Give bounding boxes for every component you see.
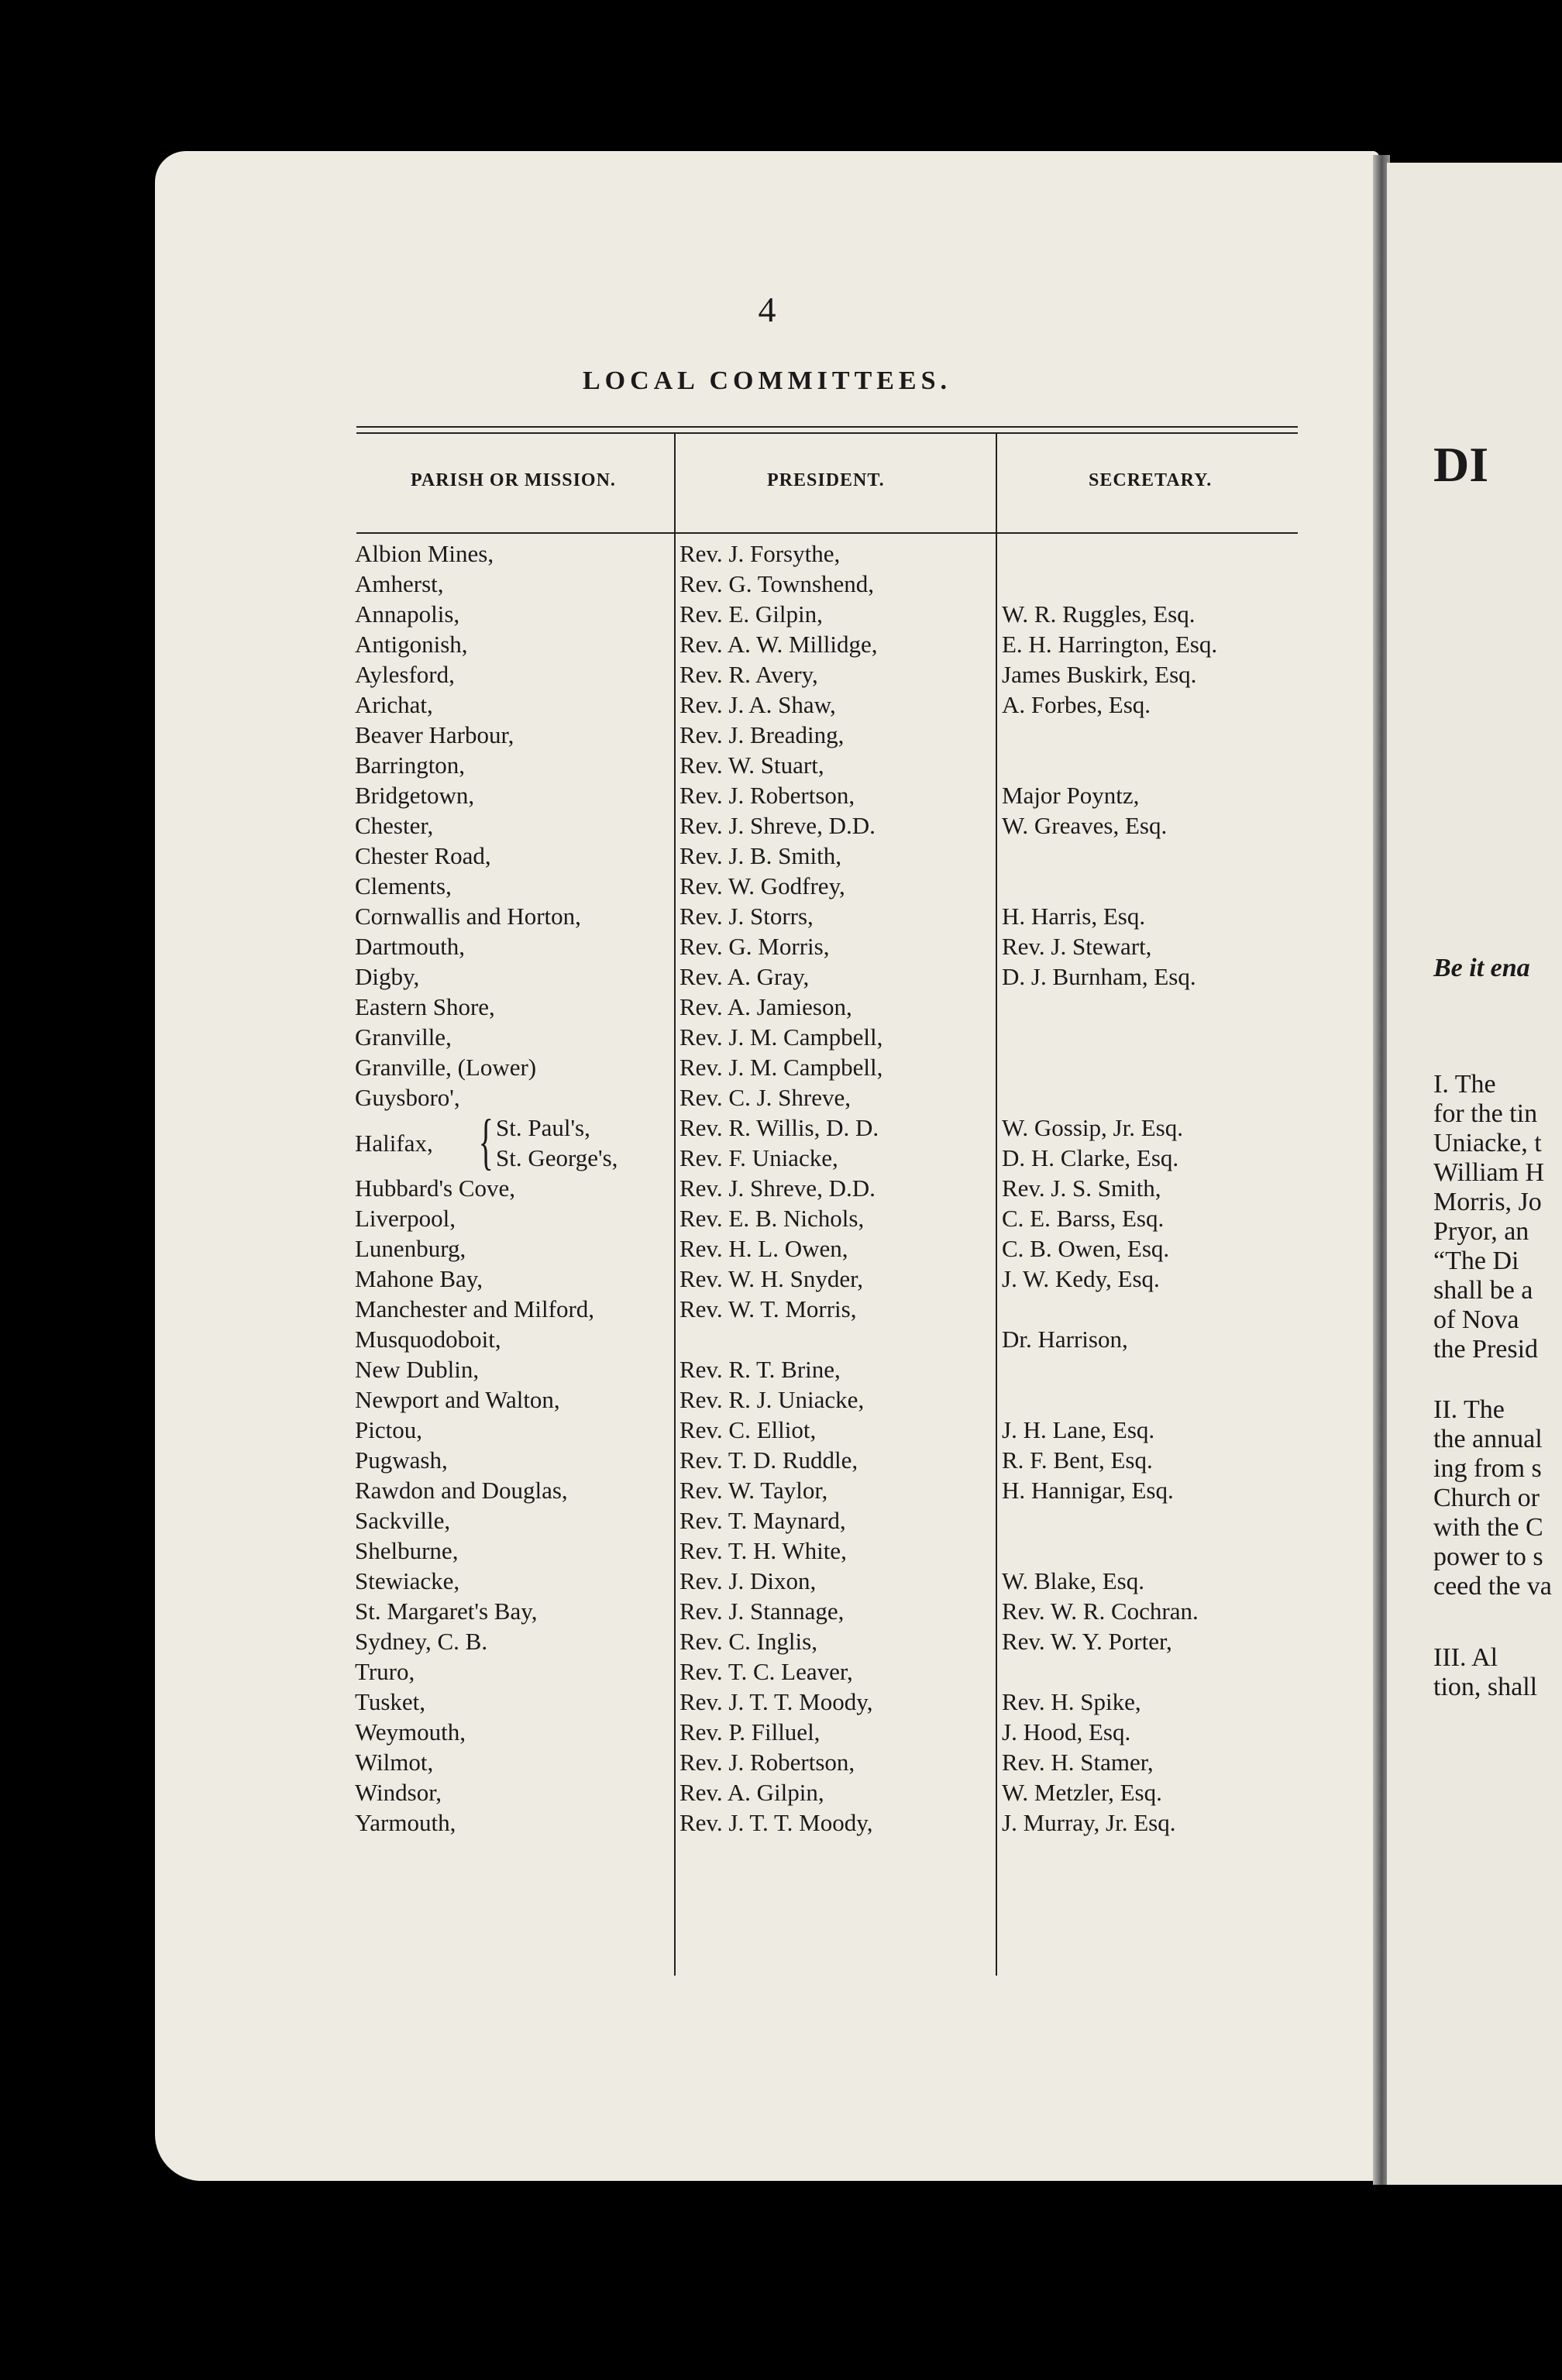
president-cell: Rev. A. Gilpin, (680, 1779, 824, 1806)
president-cell: Rev. W. Stuart, (680, 751, 824, 779)
secretary-cell: Rev. W. R. Cochran. (1002, 1598, 1199, 1625)
president-cell: Rev. T. D. Ruddle, (680, 1446, 858, 1474)
president-cell: Rev. F. Uniacke, (680, 1144, 838, 1171)
president-cell: Rev. R. T. Brine, (680, 1356, 841, 1383)
halifax-brace: { (478, 1108, 494, 1176)
table-row (155, 1052, 1379, 1082)
president-cell: Rev. J. T. T. Moody, (680, 1688, 873, 1715)
parish-cell: Dartmouth, (355, 933, 466, 960)
parish-cell: Antigonish, (355, 631, 468, 658)
parish-cell: Clements, (355, 872, 452, 899)
facing-page-line: William H (1433, 1158, 1545, 1187)
table-row (155, 780, 1379, 810)
parish-cell: Albion Mines, (355, 540, 494, 567)
facing-page-line: Morris, Jo (1433, 1188, 1542, 1216)
secretary-cell: A. Forbes, Esq. (1002, 691, 1151, 718)
table-row (155, 1354, 1379, 1384)
facing-page-line: ing from s (1433, 1454, 1542, 1483)
parish-cell: Pictou, (355, 1416, 422, 1443)
parish-cell: Sackville, (355, 1507, 451, 1534)
parish-cell: Guysboro', (355, 1084, 460, 1111)
president-cell: Rev. J. Stannage, (680, 1598, 845, 1625)
table-row (155, 961, 1379, 992)
parish-cell: Newport and Walton, (355, 1386, 560, 1413)
president-cell: Rev. P. Filluel, (680, 1718, 821, 1745)
secretary-cell: W. R. Ruggles, Esq. (1002, 600, 1196, 628)
header-parish: PARISH OR MISSION. (411, 470, 616, 490)
president-cell: Rev. E. B. Nichols, (680, 1205, 865, 1232)
table-row (155, 901, 1379, 931)
table-row (155, 1203, 1379, 1233)
president-cell: Rev. T. Maynard, (680, 1507, 846, 1534)
table-row (155, 1505, 1379, 1536)
parish-cell: Cornwallis and Horton, (355, 903, 581, 930)
facing-page-line: I. The (1433, 1070, 1496, 1099)
parish-cell: Amherst, (355, 570, 444, 597)
table-row (155, 690, 1379, 720)
table-row (155, 1264, 1379, 1294)
president-cell: Rev. G. Townshend, (680, 570, 874, 597)
table-row (155, 1747, 1379, 1777)
facing-page-line: ceed the va (1433, 1572, 1552, 1601)
table-row-halifax-sub (155, 1143, 1379, 1173)
secretary-cell: J. H. Lane, Esq. (1002, 1416, 1155, 1443)
president-cell: Rev. J. Robertson, (680, 1749, 855, 1776)
facing-page-line: with the C (1433, 1513, 1543, 1542)
president-cell: Rev. C. J. Shreve, (680, 1084, 851, 1111)
table-row (155, 1082, 1379, 1113)
parish-cell: Halifax, (355, 1130, 433, 1157)
parish-cell: Digby, (355, 963, 420, 990)
president-cell: Rev. J. B. Smith, (680, 842, 841, 869)
parish-cell: Mahone Bay, (355, 1265, 483, 1292)
facing-page-line: for the tin (1433, 1099, 1538, 1128)
parish-cell: Truro, (355, 1658, 415, 1685)
parish-cell: Granville, (355, 1023, 452, 1051)
parish-cell: New Dublin, (355, 1356, 480, 1383)
president-cell: Rev. T. H. White, (680, 1537, 847, 1564)
parish-cell: Lunenburg, (355, 1235, 466, 1262)
table-row (155, 1777, 1379, 1807)
president-cell: Rev. J. Shreve, D.D. (680, 1175, 876, 1202)
table-row (155, 599, 1379, 629)
secretary-cell: C. B. Owen, Esq. (1002, 1235, 1170, 1262)
parish-cell: Pugwash, (355, 1446, 448, 1474)
facing-page-line: power to s (1433, 1543, 1543, 1571)
president-cell: Rev. R. Avery, (680, 661, 818, 688)
table-row (155, 931, 1379, 961)
president-cell: Rev. J. Robertson, (680, 782, 855, 809)
parish-cell: Chester Road, (355, 842, 491, 869)
secretary-cell: W. Blake, Esq. (1002, 1567, 1144, 1594)
secretary-cell: W. Metzler, Esq. (1002, 1779, 1162, 1806)
header-secretary: SECRETARY. (1089, 470, 1213, 490)
table-row (155, 629, 1379, 659)
table-row (155, 1626, 1379, 1656)
parish-cell: Arichat, (355, 691, 433, 718)
parish-cell: Beaver Harbour, (355, 721, 514, 748)
facing-page-line: Church or (1433, 1484, 1540, 1512)
table-row (155, 841, 1379, 871)
president-cell: Rev. R. Willis, D. D. (680, 1114, 879, 1141)
table-row (155, 1536, 1379, 1566)
parish-cell: Musquodoboit, (355, 1326, 501, 1353)
table-row (155, 1415, 1379, 1445)
president-cell: Rev. W. Taylor, (680, 1477, 828, 1504)
top-rule (356, 426, 1298, 428)
president-cell: Rev. J. Storrs, (680, 903, 814, 930)
secretary-cell: H. Hannigar, Esq. (1002, 1477, 1174, 1504)
parish-cell: Shelburne, (355, 1537, 459, 1564)
parish-cell: Rawdon and Douglas, (355, 1477, 568, 1504)
parish-cell: Aylesford, (355, 661, 455, 688)
president-cell: Rev. A. Gray, (680, 963, 810, 990)
secretary-cell: Rev. W. Y. Porter, (1002, 1628, 1172, 1655)
president-cell: Rev. J. M. Campbell, (680, 1054, 883, 1081)
table-row (155, 538, 1379, 569)
header-president: PRESIDENT. (767, 470, 885, 490)
secretary-cell: Dr. Harrison, (1002, 1326, 1128, 1353)
parish-cell: Hubbard's Cove, (355, 1175, 516, 1202)
parish-cell: Eastern Shore, (355, 993, 495, 1020)
table-row (155, 1717, 1379, 1747)
table-row (155, 659, 1379, 690)
parish-cell: Barrington, (355, 751, 466, 779)
secretary-cell: E. H. Harrington, Esq. (1002, 631, 1218, 658)
secretary-cell: W. Greaves, Esq. (1002, 812, 1168, 839)
president-cell: Rev. A. W. Millidge, (680, 631, 878, 658)
secretary-cell: James Buskirk, Esq. (1002, 661, 1197, 688)
facing-page (1387, 163, 1562, 2185)
president-cell: Rev. J. M. Campbell, (680, 1023, 883, 1051)
parish-cell: Granville, (Lower) (355, 1054, 537, 1081)
facing-page-line: Be it ena (1433, 954, 1530, 982)
parish-cell: St. Margaret's Bay, (355, 1598, 538, 1625)
facing-page-line: the Presid (1433, 1335, 1539, 1364)
document-page (155, 151, 1379, 2181)
table-row (155, 1687, 1379, 1717)
secretary-cell: J. W. Kedy, Esq. (1002, 1265, 1160, 1292)
secretary-cell: Rev. J. S. Smith, (1002, 1175, 1161, 1202)
parish-cell: Yarmouth, (355, 1809, 456, 1836)
table-row (155, 1294, 1379, 1324)
facing-page-line: “The Di (1433, 1247, 1519, 1275)
secretary-cell: Major Poyntz, (1002, 782, 1140, 809)
table-row (155, 871, 1379, 901)
table-row (155, 1022, 1379, 1052)
parish-cell: Bridgetown, (355, 782, 475, 809)
facing-page-line: III. Al (1433, 1643, 1498, 1672)
secretary-cell: Rev. H. Spike, (1002, 1688, 1141, 1715)
president-cell: Rev. A. Jamieson, (680, 993, 852, 1020)
facing-page-line: shall be a (1433, 1276, 1533, 1305)
secretary-cell: Rev. H. Stamer, (1002, 1749, 1154, 1776)
president-cell: Rev. H. L. Owen, (680, 1235, 848, 1262)
table-row (155, 750, 1379, 780)
header-rule (356, 532, 1298, 534)
secretary-cell: H. Harris, Esq. (1002, 903, 1146, 930)
president-cell: Rev. C. Elliot, (680, 1416, 817, 1443)
table-row (155, 569, 1379, 599)
page-heading: LOCAL COMMITTEES. (582, 366, 952, 395)
president-cell: Rev. W. T. Morris, (680, 1295, 857, 1322)
table-row (155, 1324, 1379, 1354)
table-row (155, 1384, 1379, 1415)
president-cell: Rev. C. Inglis, (680, 1628, 817, 1655)
facing-page-line: DI (1433, 437, 1489, 492)
sub-parish-cell: St. George's, (496, 1144, 618, 1171)
president-cell: Rev. J. Forsythe, (680, 540, 841, 567)
president-cell: Rev. J. T. T. Moody, (680, 1809, 873, 1836)
parish-cell: Manchester and Milford, (355, 1295, 595, 1322)
parish-cell: Chester, (355, 812, 434, 839)
table-row (155, 1566, 1379, 1596)
page-number: 4 (758, 290, 776, 329)
table-row (155, 1233, 1379, 1264)
table-row (155, 1173, 1379, 1203)
secretary-cell: J. Murray, Jr. Esq. (1002, 1809, 1176, 1836)
parish-cell: Stewiacke, (355, 1567, 460, 1594)
top-rule-double (356, 432, 1298, 434)
president-cell: Rev. G. Morris, (680, 933, 830, 960)
secretary-cell: D. H. Clarke, Esq. (1002, 1144, 1179, 1171)
secretary-cell: D. J. Burnham, Esq. (1002, 963, 1196, 990)
facing-page-line: tion, shall (1433, 1673, 1538, 1701)
president-cell: Rev. J. Breading, (680, 721, 845, 748)
table-row (155, 720, 1379, 750)
sub-parish-cell: St. Paul's, (496, 1114, 590, 1141)
secretary-cell: J. Hood, Esq. (1002, 1718, 1131, 1745)
president-cell: Rev. J. Dixon, (680, 1567, 817, 1594)
table-row (155, 1445, 1379, 1475)
facing-page-line: II. The (1433, 1395, 1505, 1424)
table-row (155, 810, 1379, 841)
table-row (155, 1596, 1379, 1626)
secretary-cell: Rev. J. Stewart, (1002, 933, 1152, 960)
president-cell: Rev. J. Shreve, D.D. (680, 812, 876, 839)
president-cell: Rev. J. A. Shaw, (680, 691, 836, 718)
facing-page-line: the annual (1433, 1425, 1543, 1453)
table-row (155, 1656, 1379, 1687)
secretary-cell: R. F. Bent, Esq. (1002, 1446, 1153, 1474)
president-cell: Rev. E. Gilpin, (680, 600, 823, 628)
parish-cell: Annapolis, (355, 600, 460, 628)
parish-cell: Tusket, (355, 1688, 426, 1715)
parish-cell: Sydney, C. B. (355, 1628, 488, 1655)
president-cell: Rev. R. J. Uniacke, (680, 1386, 865, 1413)
table-row (155, 1807, 1379, 1838)
facing-page-line: Pryor, an (1433, 1217, 1529, 1246)
secretary-cell: C. E. Barss, Esq. (1002, 1205, 1165, 1232)
president-cell: Rev. W. Godfrey, (680, 872, 845, 899)
facing-page-line: Uniacke, t (1433, 1129, 1542, 1157)
parish-cell: Wilmot, (355, 1749, 434, 1776)
table-row (155, 992, 1379, 1022)
table-row (155, 1475, 1379, 1505)
secretary-cell: W. Gossip, Jr. Esq. (1002, 1114, 1183, 1141)
facing-page-line: of Nova (1433, 1305, 1519, 1334)
parish-cell: Weymouth, (355, 1718, 466, 1745)
parish-cell: Liverpool, (355, 1205, 456, 1232)
table-row-halifax-sub (155, 1113, 1379, 1143)
president-cell: Rev. W. H. Snyder, (680, 1265, 863, 1292)
president-cell: Rev. T. C. Leaver, (680, 1658, 853, 1685)
parish-cell: Windsor, (355, 1779, 442, 1806)
